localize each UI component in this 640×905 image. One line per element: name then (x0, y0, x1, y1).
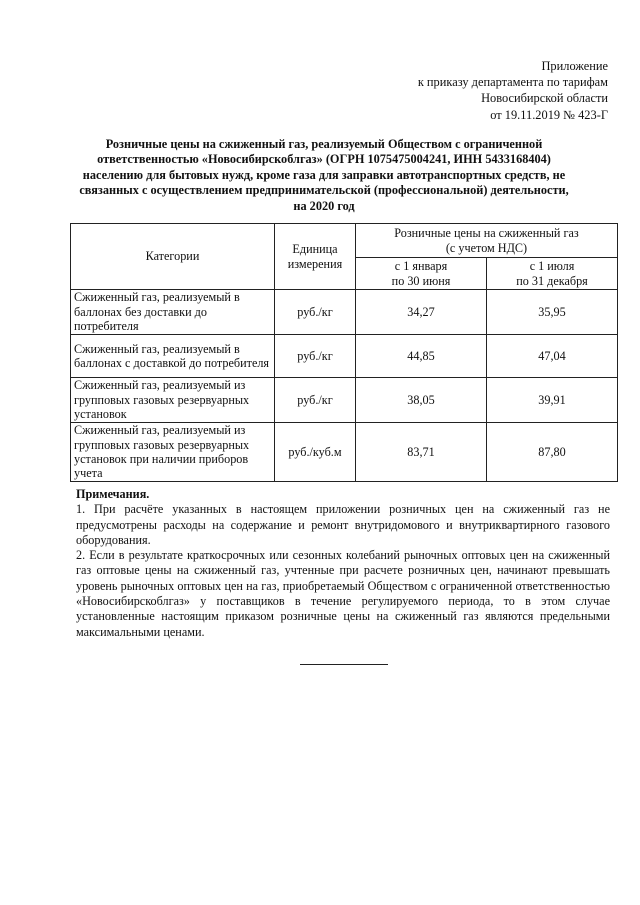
table-header-row (71, 224, 618, 258)
cell-unit: руб./кг (275, 378, 356, 423)
appendix-line: Приложение (541, 59, 608, 73)
table-row (71, 335, 618, 378)
header-prices-line: Розничные цены на сжиженный газ (394, 226, 579, 241)
header-unit (275, 224, 356, 290)
cell-unit: руб./кг (275, 290, 356, 335)
title-line: на 2020 год (293, 198, 355, 213)
appendix-reference (278, 58, 608, 123)
cell-category: Сжиженный газ, реализуемый в баллонах без доставки до потребителя (71, 290, 275, 335)
header-prices (356, 224, 618, 258)
header-period-2 (487, 258, 618, 290)
table-row (71, 423, 618, 482)
header-period-line: по 31 декабря (516, 273, 588, 288)
title-line: связанных с осуществлением предпринимательской (профессиональной) деятельности, (79, 183, 569, 198)
cell-unit: руб./кг (275, 335, 356, 378)
title-line: ответственностью «Новосибирскоблгаз» (ОГРН 1075475004241, ИНН 5433168404) (97, 152, 551, 167)
header-period-line: с 1 января (394, 259, 448, 274)
notes-section (76, 487, 610, 640)
header-unit-line: Единица (292, 242, 338, 257)
note-item: 2. Если в результате краткосрочных или сезонных колебаний рыночных оптовых цен на сжиженный газ оптовые цены на сжиженный газ, учтенные при расчете розничных цен, начинают превышать уровень рыночных оптовых цен на газ, приобретаемый Обществом с ограниченной ответственностью «Новосибирскоблгаз» у поставщиков в течение регулируемого периода, то в этом случае установленные настоящим приказом розничные цены на сжиженный газ являются предельными максимальными ценами. (76, 548, 610, 639)
notes-heading: Примечания. (76, 487, 150, 501)
header-period-line: по 30 июня (391, 273, 451, 288)
signature-line (300, 664, 388, 665)
document-title (60, 137, 588, 214)
title-line: Розничные цены на сжиженный газ, реализуемый Обществом с ограниченной (105, 137, 543, 151)
header-unit-line: измерения (287, 256, 343, 271)
appendix-line: к приказу департамента по тарифам (417, 75, 608, 90)
cell-price-h1: 34,27 (356, 290, 487, 335)
table-row (71, 378, 618, 423)
header-period-1 (356, 258, 487, 290)
header-prices-line: (с учетом НДС) (445, 240, 528, 255)
header-period-line: с 1 июля (529, 259, 575, 274)
cell-price-h2: 35,95 (487, 290, 618, 335)
title-line: населению для бытовых нужд, кроме газа для заправки автотранспортных средств, не (82, 167, 566, 182)
cell-price-h1: 83,71 (356, 423, 487, 482)
cell-unit: руб./куб.м (275, 423, 356, 482)
cell-category: Сжиженный газ, реализуемый в баллонах с доставкой до потребителя (71, 335, 275, 378)
cell-price-h2: 39,91 (487, 378, 618, 423)
cell-price-h1: 38,05 (356, 378, 487, 423)
cell-price-h1: 44,85 (356, 335, 487, 378)
cell-price-h2: 87,80 (487, 423, 618, 482)
note-item: 1. При расчёте указанных в настоящем приложении розничных цен на сжиженный газ не предусмотрены расходы на содержание и ремонт внутридомового и внутриквартирного газового оборудования. (76, 502, 610, 547)
header-category: Категории (71, 224, 275, 290)
cell-category: Сжиженный газ, реализуемый из групповых газовых резервуарных установок при наличии приборов учета (71, 423, 275, 482)
table-row (71, 290, 618, 335)
cell-category: Сжиженный газ, реализуемый из групповых газовых резервуарных установок (71, 378, 275, 423)
appendix-line: от 19.11.2019 № 423-Г (490, 107, 608, 122)
appendix-line: Новосибирской области (481, 91, 608, 106)
price-table (70, 223, 618, 482)
cell-price-h2: 47,04 (487, 335, 618, 378)
